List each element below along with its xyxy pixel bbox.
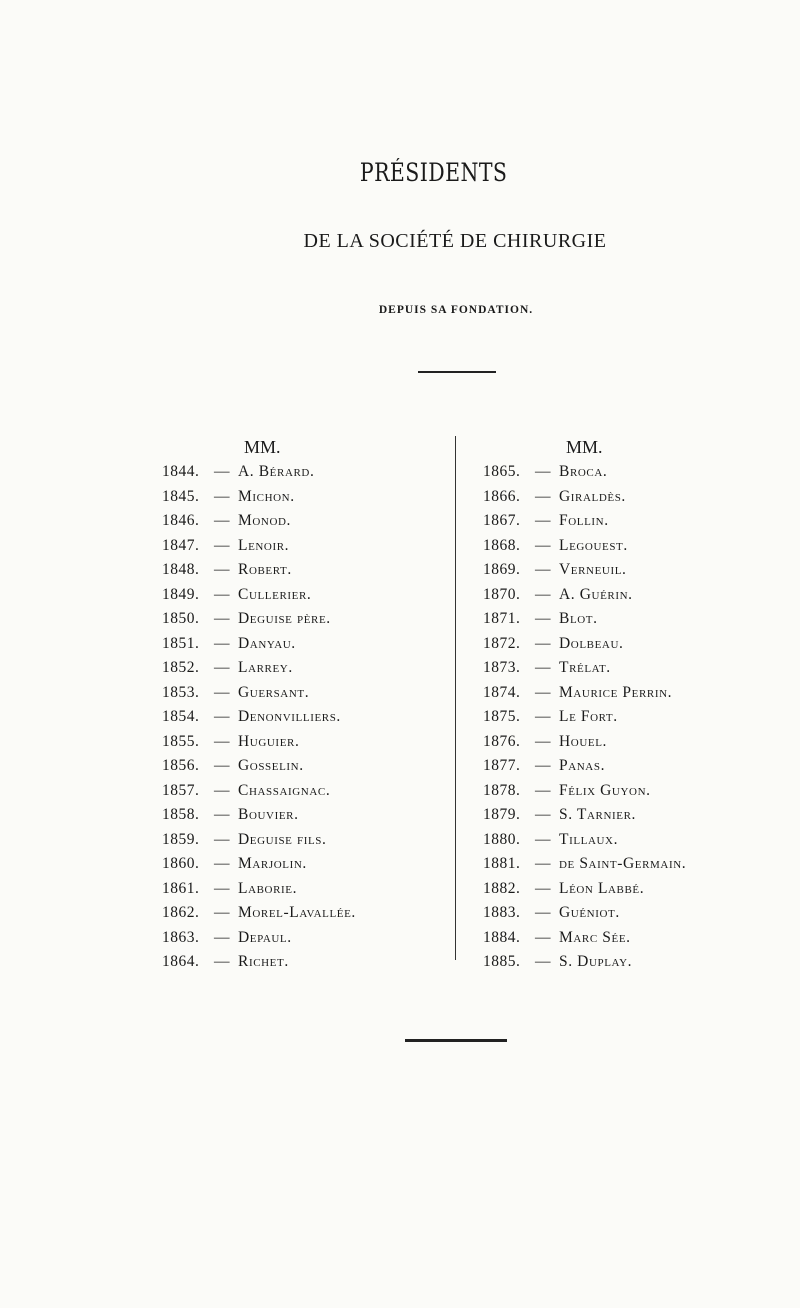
entry-dash: — [214,953,230,970]
entry-name: A. Guérin. [559,585,633,603]
entry-dash: — [214,634,230,652]
president-entry [483,583,793,608]
entry-name: S. Tarnier. [559,806,636,823]
entry-year: 1877. [483,757,521,774]
entry-name: Blot. [559,610,598,627]
president-entry [483,852,793,877]
entry-dash: — [214,659,230,676]
entry-dash: — [535,708,551,725]
entry-dash: — [214,732,230,750]
president-entry [162,509,452,534]
page-subtitle: DE LA SOCIÉTÉ DE CHIRURGIE [303,230,607,252]
entry-name: Laborie. [238,879,298,897]
entry-year: 1852. [162,659,200,676]
president-entry [483,558,793,583]
entry-name: S. Duplay. [559,953,633,970]
entry-dash: — [535,855,551,872]
entry-year: 1867. [483,512,521,529]
entry-year: 1880. [483,830,521,848]
entry-year: 1875. [483,708,521,725]
entry-dash: — [214,463,230,480]
entry-dash: — [535,781,551,799]
entry-name: Marc Sée. [559,928,631,946]
entry-year: 1866. [483,487,521,505]
column-heading: MM. [244,437,281,457]
entry-year: 1878. [483,781,521,799]
entry-name: Dolbeau. [559,634,624,652]
president-entry [162,583,452,608]
president-entry [483,730,793,755]
entry-year: 1864. [162,953,200,970]
president-entry [162,779,452,804]
entry-year: 1863. [162,928,200,946]
entry-year: 1857. [162,781,200,799]
president-entry [162,656,452,681]
entry-name: Giraldès. [559,487,626,505]
president-list-right [483,434,793,975]
entry-year: 1861. [162,879,200,897]
entry-dash: — [535,757,551,774]
entry-year: 1847. [162,536,200,554]
entry-dash: — [214,928,230,946]
entry-year: 1883. [483,904,521,921]
president-entry [483,607,793,632]
entry-name: Gosselin. [238,757,304,774]
entry-year: 1858. [162,806,200,823]
entry-name: Cullerier. [238,585,312,603]
president-entry [483,632,793,657]
entry-name: Lenoir. [238,536,290,554]
top-rule [418,371,496,373]
entry-name: Broca. [559,463,608,480]
entry-year: 1882. [483,879,521,897]
entry-dash: — [214,708,230,725]
entry-dash: — [535,610,551,627]
entry-dash: — [535,487,551,505]
president-entry [483,681,793,706]
entry-dash: — [214,879,230,897]
entry-dash: — [214,757,230,774]
president-entry [483,828,793,853]
entry-year: 1868. [483,536,521,554]
president-list-left [162,434,452,975]
entry-year: 1854. [162,708,200,725]
president-entry [162,632,452,657]
entry-dash: — [535,634,551,652]
entry-dash: — [535,659,551,676]
president-entry [162,460,452,485]
entry-year: 1871. [483,610,521,627]
entry-name: Guersant. [238,683,310,701]
entry-year: 1872. [483,634,521,652]
entry-dash: — [535,683,551,701]
entry-dash: — [214,855,230,872]
entry-year: 1846. [162,512,200,529]
president-entry [483,509,793,534]
entry-name: de Saint-Germain. [559,855,687,872]
column-divider [455,436,456,960]
president-entry [483,705,793,730]
president-entry [483,901,793,926]
entry-dash: — [535,904,551,921]
entry-dash: — [535,512,551,529]
president-entry [162,705,452,730]
entry-name: Robert. [238,561,292,578]
president-entry [483,656,793,681]
entry-name: Michon. [238,487,295,505]
entry-dash: — [535,953,551,970]
president-entry [162,926,452,951]
entry-year: 1870. [483,585,521,603]
president-entry [483,754,793,779]
entry-name: Chassaignac. [238,781,331,799]
entry-year: 1876. [483,732,521,750]
entry-name: Marjolin. [238,855,307,872]
entry-year: 1862. [162,904,200,921]
president-entry [483,534,793,559]
entry-year: 1873. [483,659,521,676]
entry-dash: — [214,781,230,799]
president-entry [483,460,793,485]
entry-year: 1885. [483,953,521,970]
entry-dash: — [214,904,230,921]
entry-name: Verneuil. [559,561,627,578]
entry-year: 1865. [483,463,521,480]
entry-name: Danyau. [238,634,296,652]
entry-dash: — [535,928,551,946]
entry-dash: — [214,830,230,848]
president-entry [162,754,452,779]
entry-dash: — [214,610,230,627]
entry-name: Legouest. [559,536,628,554]
entry-name: Tillaux. [559,830,619,848]
entry-dash: — [214,536,230,554]
entry-name: Maurice Perrin. [559,683,673,701]
president-entry [483,779,793,804]
entry-name: Félix Guyon. [559,781,651,799]
entry-name: Denonvilliers. [238,708,341,725]
entry-name: Depaul. [238,928,292,946]
president-entry [483,485,793,510]
entry-year: 1849. [162,585,200,603]
president-entry [162,558,452,583]
entry-dash: — [214,512,230,529]
president-entry [162,681,452,706]
entry-year: 1869. [483,561,521,578]
page-title: PRÉSIDENTS [359,158,508,187]
entry-dash: — [535,732,551,750]
entry-name: Guéniot. [559,904,620,921]
entry-name: Bouvier. [238,806,299,823]
entry-name: Larrey. [238,659,293,676]
president-entry [162,485,452,510]
entry-dash: — [214,683,230,701]
entry-year: 1853. [162,683,200,701]
entry-name: Houel. [559,732,607,750]
president-entry [162,901,452,926]
entry-dash: — [535,536,551,554]
entry-name: Monod. [238,512,292,529]
entry-dash: — [214,806,230,823]
president-entry [162,877,452,902]
entry-name: Richet. [238,953,289,970]
entry-dash: — [535,585,551,603]
president-entry [162,950,452,975]
entry-dash: — [214,487,230,505]
entry-year: 1859. [162,830,200,848]
entry-name: Huguier. [238,732,300,750]
entry-dash: — [535,806,551,823]
bottom-rule [405,1039,507,1042]
entry-year: 1844. [162,463,200,480]
president-entry [162,534,452,559]
president-entry [483,803,793,828]
entry-year: 1855. [162,732,200,750]
entry-name: A. Bérard. [238,463,315,480]
entry-dash: — [214,561,230,578]
entry-dash: — [535,830,551,848]
entry-name: Follin. [559,512,609,529]
president-entry [483,926,793,951]
president-entry [162,730,452,755]
entry-dash: — [535,561,551,578]
entry-name: Panas. [559,757,606,774]
entry-name: Deguise père. [238,610,331,627]
entry-year: 1845. [162,487,200,505]
president-entry [162,828,452,853]
president-entry [162,803,452,828]
entry-name: Deguise fils. [238,830,327,848]
entry-dash: — [535,879,551,897]
entry-year: 1881. [483,855,521,872]
president-entry [483,877,793,902]
entry-year: 1850. [162,610,200,627]
president-entry [162,607,452,632]
entry-year: 1848. [162,561,200,578]
entry-dash: — [535,463,551,480]
entry-year: 1856. [162,757,200,774]
entry-name: Trélat. [559,659,611,676]
entry-name: Morel-Lavallée. [238,904,356,921]
president-entry [483,950,793,975]
entry-year: 1851. [162,634,200,652]
entry-dash: — [214,585,230,603]
since-foundation-line: DEPUIS SA FONDATION. [378,304,534,316]
entry-year: 1879. [483,806,521,823]
entry-name: Léon Labbé. [559,879,645,897]
president-entry [162,852,452,877]
entry-year: 1874. [483,683,521,701]
entry-year: 1884. [483,928,521,946]
entry-year: 1860. [162,855,200,872]
entry-name: Le Fort. [559,708,618,725]
column-heading: MM. [566,437,603,457]
